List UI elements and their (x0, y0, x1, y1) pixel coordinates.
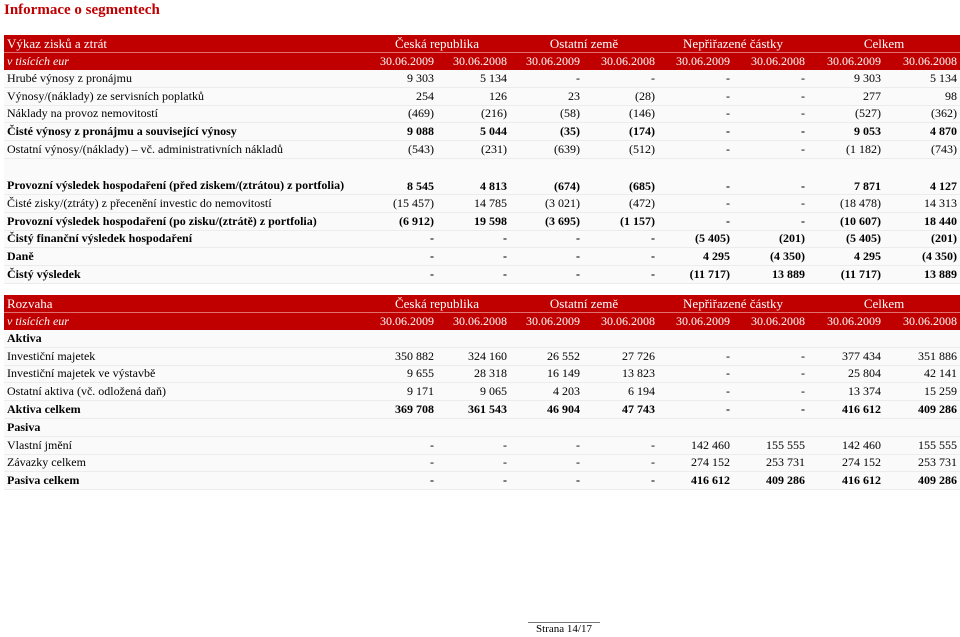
table-row (4, 141, 960, 159)
date-header: 30.06.2008 (437, 53, 510, 71)
cell-value: (4 350) (733, 248, 808, 266)
cell-value: 409 286 (733, 472, 808, 490)
row-label: Výnosy/(náklady) ze servisních poplatků (4, 87, 364, 105)
cell-value: (15 457) (364, 194, 437, 212)
cell-value: 409 286 (884, 401, 960, 419)
cell-value: 324 160 (437, 347, 510, 365)
cell-value (364, 418, 437, 436)
cell-value: - (733, 194, 808, 212)
cell-value: - (733, 347, 808, 365)
cell-value: - (510, 266, 583, 284)
row-label: Ostatní výnosy/(náklady) – vč. administrativních nákladů (4, 141, 364, 159)
row-label: Aktiva celkem (4, 401, 364, 419)
row-label: Ostatní aktiva (vč. odložená daň) (4, 383, 364, 401)
cell-value: 9 088 (364, 123, 437, 141)
section-title: Rozvaha (4, 295, 364, 313)
cell-value: 98 (884, 87, 960, 105)
cell-value: 155 555 (884, 436, 960, 454)
cell-value: (1 182) (808, 141, 884, 159)
table-row (4, 347, 960, 365)
cell-value: (527) (808, 105, 884, 123)
cell-value: 16 149 (510, 365, 583, 383)
cell-value: 13 889 (884, 266, 960, 284)
cell-value (437, 330, 510, 347)
cell-value: (685) (583, 158, 658, 194)
cell-value (583, 418, 658, 436)
table-row (4, 401, 960, 419)
cell-value: (10 607) (808, 212, 884, 230)
table-row (4, 472, 960, 490)
cell-value: 15 259 (884, 383, 960, 401)
cell-value: (35) (510, 123, 583, 141)
table-row (4, 454, 960, 472)
cell-value: 142 460 (808, 436, 884, 454)
cell-value: 6 194 (583, 383, 658, 401)
cell-value (884, 330, 960, 347)
date-header: 30.06.2009 (808, 53, 884, 71)
cell-value: 19 598 (437, 212, 510, 230)
table-row (4, 248, 960, 266)
cell-value: 46 904 (510, 401, 583, 419)
cell-value: - (658, 105, 733, 123)
row-label: Investiční majetek (4, 347, 364, 365)
row-label: Pasiva celkem (4, 472, 364, 490)
cell-value: 274 152 (658, 454, 733, 472)
cell-value: 9 303 (364, 70, 437, 87)
segment-header: Ostatní země (510, 295, 658, 313)
cell-value: (472) (583, 194, 658, 212)
date-header: 30.06.2008 (733, 313, 808, 331)
cell-value: - (510, 472, 583, 490)
cell-value: - (733, 105, 808, 123)
date-header: 30.06.2009 (510, 313, 583, 331)
cell-value: - (583, 454, 658, 472)
cell-value: (5 405) (808, 230, 884, 248)
cell-value: 9 171 (364, 383, 437, 401)
cell-value: 9 303 (808, 70, 884, 87)
cell-value (733, 418, 808, 436)
cell-value: 5 134 (437, 70, 510, 87)
cell-value: - (658, 401, 733, 419)
page-title: Informace o segmentech (4, 2, 160, 18)
cell-value: (743) (884, 141, 960, 159)
cell-value: (5 405) (658, 230, 733, 248)
cell-value: 9 065 (437, 383, 510, 401)
cell-value (733, 330, 808, 347)
table-row (4, 266, 960, 284)
table-row (4, 365, 960, 383)
cell-value: - (658, 123, 733, 141)
cell-value: (201) (733, 230, 808, 248)
cell-value: 253 731 (884, 454, 960, 472)
pnl-date-row (4, 53, 960, 71)
cell-value (884, 418, 960, 436)
cell-value: 13 889 (733, 266, 808, 284)
cell-value: (18 478) (808, 194, 884, 212)
cell-value: 254 (364, 87, 437, 105)
cell-value: - (658, 212, 733, 230)
segment-header: Česká republika (364, 35, 510, 53)
segment-header: Celkem (808, 295, 960, 313)
cell-value: 5 134 (884, 70, 960, 87)
cell-value: 42 141 (884, 365, 960, 383)
cell-value: 369 708 (364, 401, 437, 419)
date-header: 30.06.2008 (884, 53, 960, 71)
cell-value: 7 871 (808, 158, 884, 194)
cell-value: (674) (510, 158, 583, 194)
row-label: Hrubé výnosy z pronájmu (4, 70, 364, 87)
cell-value: (146) (583, 105, 658, 123)
cell-value: - (437, 454, 510, 472)
cell-value: - (364, 454, 437, 472)
cell-value: 142 460 (658, 436, 733, 454)
balance-date-row (4, 313, 960, 331)
row-label: Čisté zisky/(ztráty) z přecenění investic do nemovitostí (4, 194, 364, 212)
row-label: Čistý výsledek (4, 266, 364, 284)
cell-value: 26 552 (510, 347, 583, 365)
cell-value: - (658, 141, 733, 159)
date-header: 30.06.2008 (733, 53, 808, 71)
cell-value: - (733, 123, 808, 141)
date-header: 30.06.2008 (437, 313, 510, 331)
cell-value: - (437, 248, 510, 266)
cell-value: 18 440 (884, 212, 960, 230)
cell-value: - (733, 158, 808, 194)
cell-value: 416 612 (808, 401, 884, 419)
cell-value: - (364, 266, 437, 284)
cell-value: - (583, 70, 658, 87)
cell-value: 350 882 (364, 347, 437, 365)
cell-value: 14 313 (884, 194, 960, 212)
section-title: Výkaz zisků a ztrát (4, 35, 364, 53)
date-header: 30.06.2008 (583, 313, 658, 331)
cell-value: 5 044 (437, 123, 510, 141)
cell-value: - (364, 472, 437, 490)
row-label: Pasiva (4, 418, 364, 436)
cell-value: - (658, 347, 733, 365)
table-row (4, 158, 960, 194)
cell-value (583, 330, 658, 347)
cell-value (510, 330, 583, 347)
cell-value: - (733, 141, 808, 159)
table-row (4, 212, 960, 230)
cell-value: (639) (510, 141, 583, 159)
cell-value (437, 418, 510, 436)
row-label: Investiční majetek ve výstavbě (4, 365, 364, 383)
cell-value: 351 886 (884, 347, 960, 365)
table-row (4, 123, 960, 141)
cell-value: - (583, 472, 658, 490)
cell-value: (543) (364, 141, 437, 159)
cell-value: - (583, 248, 658, 266)
cell-value: 4 203 (510, 383, 583, 401)
units-label: v tisících eur (4, 313, 364, 331)
date-header: 30.06.2009 (364, 53, 437, 71)
cell-value (808, 330, 884, 347)
segment-header: Česká republika (364, 295, 510, 313)
cell-value: 9 655 (364, 365, 437, 383)
cell-value: - (364, 248, 437, 266)
cell-value: (1 157) (583, 212, 658, 230)
cell-value (808, 418, 884, 436)
row-label: Provozní výsledek hospodaření (po zisku/(ztrátě) z portfolia) (4, 212, 364, 230)
row-label: Aktiva (4, 330, 364, 347)
table-row (4, 194, 960, 212)
cell-value: 13 823 (583, 365, 658, 383)
cell-value: - (658, 87, 733, 105)
cell-value: - (364, 230, 437, 248)
cell-value: - (437, 436, 510, 454)
cell-value: (11 717) (808, 266, 884, 284)
cell-value: 4 870 (884, 123, 960, 141)
table-row (4, 418, 960, 436)
cell-value: (11 717) (658, 266, 733, 284)
cell-value: (6 912) (364, 212, 437, 230)
cell-value: 274 152 (808, 454, 884, 472)
table-row (4, 330, 960, 347)
cell-value: - (733, 70, 808, 87)
cell-value: (201) (884, 230, 960, 248)
row-label: Provozní výsledek hospodaření (před ziskem/(ztrátou) z portfolia) (4, 158, 364, 194)
row-label: Čistý finanční výsledek hospodaření (4, 230, 364, 248)
page-number: Strana 14/17 (536, 623, 592, 635)
segment-header: Celkem (808, 35, 960, 53)
cell-value: 4 813 (437, 158, 510, 194)
cell-value: 416 612 (808, 472, 884, 490)
cell-value: (362) (884, 105, 960, 123)
cell-value: 9 053 (808, 123, 884, 141)
units-label: v tisících eur (4, 53, 364, 71)
cell-value: 14 785 (437, 194, 510, 212)
row-label: Závazky celkem (4, 454, 364, 472)
cell-value: - (733, 401, 808, 419)
row-label: Náklady na provoz nemovitostí (4, 105, 364, 123)
segment-header: Ostatní země (510, 35, 658, 53)
cell-value: - (658, 158, 733, 194)
cell-value: 253 731 (733, 454, 808, 472)
date-header: 30.06.2009 (364, 313, 437, 331)
cell-value: - (733, 383, 808, 401)
cell-value: - (364, 436, 437, 454)
cell-value: - (658, 383, 733, 401)
table-row (4, 87, 960, 105)
cell-value: 277 (808, 87, 884, 105)
balance-sheet-table (4, 295, 960, 490)
cell-value: 126 (437, 87, 510, 105)
cell-value: (3 021) (510, 194, 583, 212)
cell-value: 25 804 (808, 365, 884, 383)
cell-value: 13 374 (808, 383, 884, 401)
cell-value: 47 743 (583, 401, 658, 419)
date-header: 30.06.2009 (658, 53, 733, 71)
cell-value: 416 612 (658, 472, 733, 490)
cell-value: - (583, 230, 658, 248)
cell-value: 377 434 (808, 347, 884, 365)
cell-value: - (658, 365, 733, 383)
cell-value: 8 545 (364, 158, 437, 194)
cell-value: - (510, 248, 583, 266)
cell-value: 4 127 (884, 158, 960, 194)
cell-value: 28 318 (437, 365, 510, 383)
cell-value: - (437, 230, 510, 248)
table-row (4, 436, 960, 454)
cell-value: - (510, 454, 583, 472)
cell-value: 155 555 (733, 436, 808, 454)
date-header: 30.06.2008 (884, 313, 960, 331)
date-header: 30.06.2009 (510, 53, 583, 71)
row-label: Čisté výnosy z pronájmu a související výnosy (4, 123, 364, 141)
table-row (4, 383, 960, 401)
cell-value: - (658, 194, 733, 212)
cell-value: (4 350) (884, 248, 960, 266)
cell-value: - (437, 266, 510, 284)
row-label: Daně (4, 248, 364, 266)
cell-value: (58) (510, 105, 583, 123)
cell-value (658, 418, 733, 436)
cell-value: - (583, 266, 658, 284)
cell-value: (512) (583, 141, 658, 159)
income-statement-table (4, 35, 960, 284)
segment-header: Nepřiřazené částky (658, 35, 808, 53)
cell-value: (231) (437, 141, 510, 159)
table-row (4, 105, 960, 123)
cell-value: 27 726 (583, 347, 658, 365)
pnl-header-row (4, 35, 960, 53)
row-label: Vlastní jmění (4, 436, 364, 454)
cell-value: 23 (510, 87, 583, 105)
segment-header: Nepřiřazené částky (658, 295, 808, 313)
cell-value: - (437, 472, 510, 490)
cell-value (658, 330, 733, 347)
cell-value: - (658, 70, 733, 87)
table-row (4, 230, 960, 248)
cell-value: 361 543 (437, 401, 510, 419)
cell-value: - (510, 70, 583, 87)
date-header: 30.06.2009 (808, 313, 884, 331)
cell-value: (28) (583, 87, 658, 105)
cell-value (510, 418, 583, 436)
cell-value: - (510, 436, 583, 454)
cell-value: - (733, 87, 808, 105)
cell-value: - (733, 212, 808, 230)
cell-value: (469) (364, 105, 437, 123)
cell-value: - (583, 436, 658, 454)
date-header: 30.06.2009 (658, 313, 733, 331)
cell-value: (174) (583, 123, 658, 141)
cell-value: (3 695) (510, 212, 583, 230)
cell-value (364, 330, 437, 347)
cell-value: 4 295 (808, 248, 884, 266)
cell-value: - (733, 365, 808, 383)
balance-header-row (4, 295, 960, 313)
cell-value: 409 286 (884, 472, 960, 490)
table-row (4, 70, 960, 87)
cell-value: - (510, 230, 583, 248)
cell-value: 4 295 (658, 248, 733, 266)
cell-value: (216) (437, 105, 510, 123)
date-header: 30.06.2008 (583, 53, 658, 71)
